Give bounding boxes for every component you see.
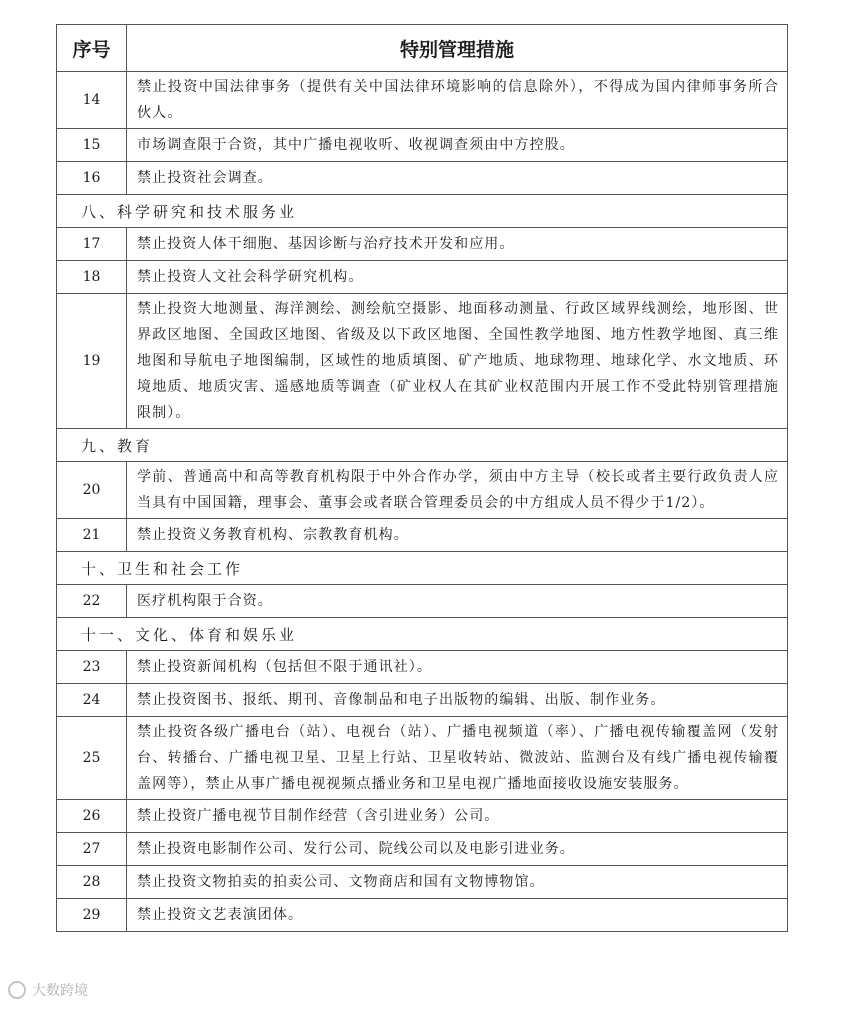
row-measure-text: 禁止投资电影制作公司、发行公司、院线公司以及电影引进业务。 bbox=[127, 833, 788, 866]
row-number: 16 bbox=[57, 162, 127, 195]
row-number: 25 bbox=[57, 717, 127, 800]
table-row bbox=[57, 800, 788, 833]
table-row bbox=[57, 72, 788, 129]
watermark-text: 大数跨境 bbox=[32, 983, 88, 999]
table-row bbox=[57, 833, 788, 866]
table-row bbox=[57, 462, 788, 519]
measures-table bbox=[56, 24, 788, 932]
table-row bbox=[57, 519, 788, 552]
row-measure-text: 学前、普通高中和高等教育机构限于中外合作办学，须由中方主导（校长或者主要行政负责人应当具有中国国籍，理事会、董事会或者联合管理委员会的中方组成人员不得少于1/2）。 bbox=[127, 462, 788, 519]
table-row bbox=[57, 899, 788, 932]
row-measure-text: 禁止投资文物拍卖的拍卖公司、文物商店和国有文物博物馆。 bbox=[127, 866, 788, 899]
section-title: 十、卫生和社会工作 bbox=[57, 552, 788, 585]
row-measure-text: 市场调查限于合资，其中广播电视收听、收视调查须由中方控股。 bbox=[127, 129, 788, 162]
section-title: 十一、文化、体育和娱乐业 bbox=[57, 618, 788, 651]
row-measure-text: 禁止投资图书、报纸、期刊、音像制品和电子出版物的编辑、出版、制作业务。 bbox=[127, 684, 788, 717]
row-number: 14 bbox=[57, 72, 127, 129]
table-row bbox=[57, 129, 788, 162]
table-row bbox=[57, 651, 788, 684]
table-header-row bbox=[57, 25, 788, 72]
watermark bbox=[8, 980, 88, 1000]
section-row bbox=[57, 618, 788, 651]
row-number: 17 bbox=[57, 228, 127, 261]
row-number: 24 bbox=[57, 684, 127, 717]
row-number: 27 bbox=[57, 833, 127, 866]
table-row bbox=[57, 717, 788, 800]
row-measure-text: 禁止投资新闻机构（包括但不限于通讯社）。 bbox=[127, 651, 788, 684]
row-number: 18 bbox=[57, 261, 127, 294]
header-special-measures: 特别管理措施 bbox=[127, 25, 788, 72]
row-measure-text: 禁止投资社会调查。 bbox=[127, 162, 788, 195]
row-measure-text: 禁止投资人文社会科学研究机构。 bbox=[127, 261, 788, 294]
row-number: 22 bbox=[57, 585, 127, 618]
row-measure-text: 禁止投资各级广播电台（站）、电视台（站）、广播电视频道（率）、广播电视传输覆盖网（发射台、转播台、广播电视卫星、卫星上行站、卫星收转站、微波站、监测台及有线广播电视传输覆盖网等），禁止从事广播电视视频点播业务和卫星电视广播地面接收设施安装服务。 bbox=[127, 717, 788, 800]
section-row bbox=[57, 552, 788, 585]
table-row bbox=[57, 866, 788, 899]
row-measure-text: 禁止投资文艺表演团体。 bbox=[127, 899, 788, 932]
row-measure-text: 禁止投资义务教育机构、宗教教育机构。 bbox=[127, 519, 788, 552]
row-number: 28 bbox=[57, 866, 127, 899]
section-title: 九、教育 bbox=[57, 429, 788, 462]
section-row bbox=[57, 429, 788, 462]
table-row bbox=[57, 684, 788, 717]
table-row bbox=[57, 228, 788, 261]
row-number: 19 bbox=[57, 294, 127, 429]
section-row bbox=[57, 195, 788, 228]
row-number: 23 bbox=[57, 651, 127, 684]
row-measure-text: 禁止投资中国法律事务（提供有关中国法律环境影响的信息除外），不得成为国内律师事务所合伙人。 bbox=[127, 72, 788, 129]
row-number: 26 bbox=[57, 800, 127, 833]
row-measure-text: 禁止投资广播电视节目制作经营（含引进业务）公司。 bbox=[127, 800, 788, 833]
header-serial-number: 序号 bbox=[57, 25, 127, 72]
table-body bbox=[57, 72, 788, 932]
section-title: 八、科学研究和技术服务业 bbox=[57, 195, 788, 228]
row-measure-text: 禁止投资人体干细胞、基因诊断与治疗技术开发和应用。 bbox=[127, 228, 788, 261]
table-row bbox=[57, 162, 788, 195]
table-row bbox=[57, 261, 788, 294]
watermark-logo-icon bbox=[8, 981, 26, 999]
row-measure-text: 禁止投资大地测量、海洋测绘、测绘航空摄影、地面移动测量、行政区域界线测绘，地形图、世界政区地图、全国政区地图、省级及以下政区地图、全国性教学地图、地方性教学地图、真三维地图和导航电子地图编制，区域性的地质填图、矿产地质、地球物理、地球化学、水文地质、环境地质、地质灾害、遥感地质等调查（矿业权人在其矿业权范围内开展工作不受此特别管理措施限制）。 bbox=[127, 294, 788, 429]
row-number: 29 bbox=[57, 899, 127, 932]
table-row bbox=[57, 294, 788, 429]
table-row bbox=[57, 585, 788, 618]
row-number: 20 bbox=[57, 462, 127, 519]
row-number: 15 bbox=[57, 129, 127, 162]
row-measure-text: 医疗机构限于合资。 bbox=[127, 585, 788, 618]
row-number: 21 bbox=[57, 519, 127, 552]
